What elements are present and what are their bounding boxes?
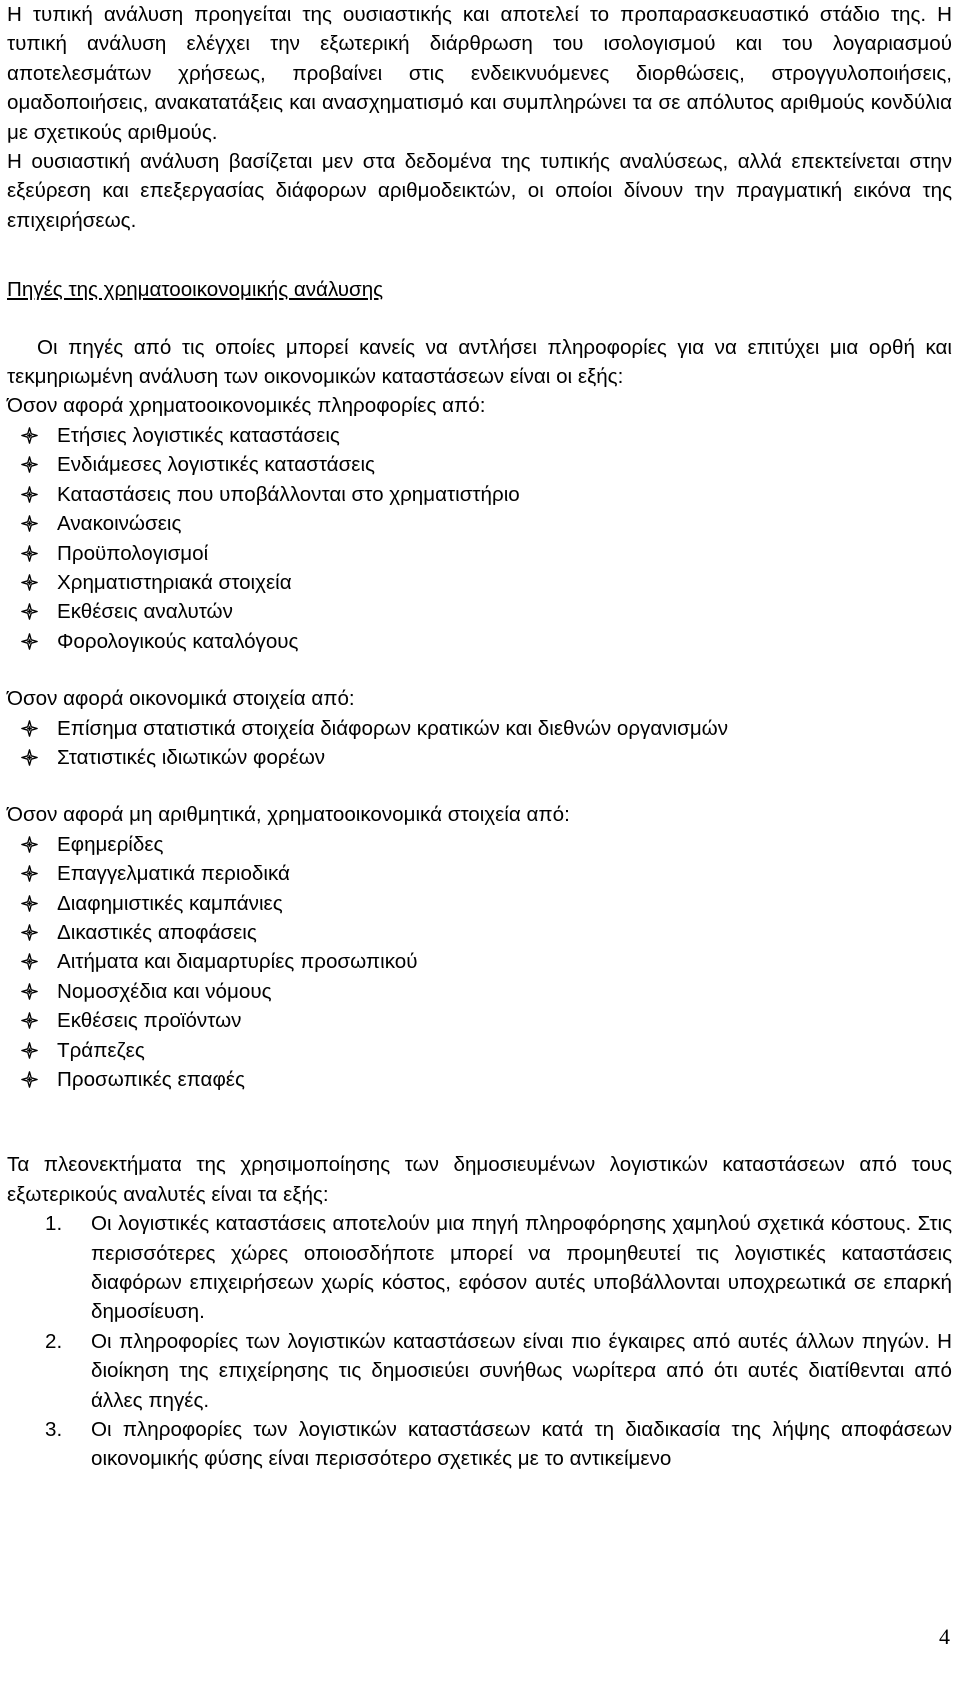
economic-label: Όσον αφορά οικονομικά στοιχεία από: (7, 687, 355, 711)
diamond-bullet-icon (21, 1042, 38, 1059)
diamond-bullet-icon (21, 574, 38, 591)
diamond-bullet-icon (21, 836, 38, 853)
nonnumeric-list (7, 830, 952, 1095)
diamond-bullet-icon (21, 1071, 38, 1088)
financial-label: Όσον αφορά χρηματοοικονομικές πληροφορίες από: (7, 394, 486, 418)
list-item: Χρηματιστηριακά στοιχεία (21, 568, 952, 597)
diamond-bullet-icon (21, 983, 38, 1000)
list-item: Επίσημα στατιστικά στοιχεία διάφορων κρατικών και διεθνών οργανισμών (21, 714, 952, 743)
diamond-bullet-icon (21, 515, 38, 532)
list-item (7, 1327, 952, 1415)
intro-paragraph-1: Η τυπική ανάλυση προηγείται της ουσιαστικής και αποτελεί το προπαρασκευαστικό στάδιο της. Η τυπική ανάλυση ελέγχει την εξωτερική διάρθρωση του ισολογισμού και του λογαριασμού αποτελεσμάτων χρήσεως, προβαίνει στις ενδεικνυόμενες διορθώσεις, στρογγυλοποιήσεις, ομαδοποιήσεις, ανακατατάξεις και ανασχηματισμό και συμπληρώνει τα σε απόλυτος αριθμούς κονδύλια με σχετικούς αριθμούς. (7, 3, 952, 144)
list-item: Ενδιάμεσες λογιστικές καταστάσεις (21, 450, 952, 479)
list-item: Ετήσιες λογιστικές καταστάσεις (21, 421, 952, 450)
item-number: 2. (45, 1329, 63, 1353)
list-item: Φορολογικούς καταλόγους (21, 627, 952, 656)
diamond-bullet-icon (21, 720, 38, 737)
list-item: Καταστάσεις που υποβάλλονται στο χρηματιστήριο (21, 480, 952, 509)
diamond-bullet-icon (21, 1012, 38, 1029)
list-item: Εφημερίδες (21, 830, 952, 859)
diamond-bullet-icon (21, 486, 38, 503)
diamond-bullet-icon (21, 749, 38, 766)
list-item: Νομοσχέδια και νόμους (21, 977, 952, 1006)
list-item: Προσωπικές επαφές (21, 1065, 952, 1094)
economic-list (7, 714, 952, 773)
list-item: Επαγγελματικά περιοδικά (21, 859, 952, 888)
item-number: 3. (45, 1418, 63, 1442)
advantages-list (7, 1209, 952, 1474)
list-item (7, 1415, 952, 1474)
intro-paragraph-2: Η ουσιαστική ανάλυση βασίζεται μεν στα δεδομένα της τυπικής αναλύσεως, αλλά επεκτείνεται στην εξεύρεση και επεξεργασίας διάφορων αριθμοδεικτών, οι οποίοι δίνουν την πραγματική εικόνα της επιχειρήσεως. (7, 150, 952, 232)
page-number: 4 (939, 1624, 950, 1649)
item-text: Οι λογιστικές καταστάσεις αποτελούν μια πηγή πληροφόρησης χαμηλού σχετικά κόστους. Στις περισσότερες χώρες οποιοσδήποτε μπορεί να προμηθευτεί τις λογιστικές καταστάσεις διαφόρων επιχειρήσεων χωρίς κόστος, εφόσον αυτές υποβάλλονται υποχρεωτικά σε επαρκή δημοσίευση. (91, 1212, 952, 1324)
diamond-bullet-icon (21, 865, 38, 882)
list-item: Προϋπολογισμοί (21, 539, 952, 568)
list-item: Στατιστικές ιδιωτικών φορέων (21, 743, 952, 772)
list-item: Δικαστικές αποφάσεις (21, 918, 952, 947)
diamond-bullet-icon (21, 603, 38, 620)
item-text: Οι πληροφορίες των λογιστικών καταστάσεων είναι πιο έγκαιρες από αυτές άλλων πηγών. Η διοίκηση της επιχείρησης τις δημοσιεύει συνήθως νωρίτερα από ότι αυτές διατίθενται από άλλες πηγές. (91, 1329, 952, 1412)
item-number: 1. (45, 1212, 63, 1236)
advantages-intro: Τα πλεονεκτήματα της χρησιμοποίησης των δημοσιευμένων λογιστικών καταστάσεων από τους εξωτερικούς αναλυτές είναι τα εξής: (7, 1153, 952, 1206)
list-item: Τράπεζες (21, 1036, 952, 1065)
list-item: Εκθέσεις προϊόντων (21, 1006, 952, 1035)
diamond-bullet-icon (21, 427, 38, 444)
diamond-bullet-icon (21, 924, 38, 941)
sources-intro: Οι πηγές από τις οποίες μπορεί κανείς να αντλήσει πληροφορίες για να επιτύχει μια ορθή και τεκμηριωμένη ανάλυση των οικονομικών καταστάσεων είναι οι εξής: (7, 335, 952, 389)
diamond-bullet-icon (21, 545, 38, 562)
diamond-bullet-icon (21, 456, 38, 473)
section-heading: Πηγές της χρηματοοικονομικής ανάλυσης (7, 278, 384, 302)
nonnumeric-label: Όσον αφορά μη αριθμητικά, χρηματοοικονομικά στοιχεία από: (7, 803, 570, 827)
financial-list (7, 421, 952, 656)
diamond-bullet-icon (21, 633, 38, 650)
list-item: Αιτήματα και διαμαρτυρίες προσωπικού (21, 947, 952, 976)
list-item: Ανακοινώσεις (21, 509, 952, 538)
diamond-bullet-icon (21, 953, 38, 970)
list-item: Διαφημιστικές καμπάνιες (21, 889, 952, 918)
list-item: Εκθέσεις αναλυτών (21, 597, 952, 626)
diamond-bullet-icon (21, 895, 38, 912)
list-item (7, 1209, 952, 1327)
document-page (7, 0, 952, 1474)
item-text: Οι πληροφορίες των λογιστικών καταστάσεων κατά τη διαδικασία της λήψης αποφάσεων οικονομικής φύσης είναι περισσότερο σχετικές με το αντικείμενο (91, 1418, 952, 1471)
